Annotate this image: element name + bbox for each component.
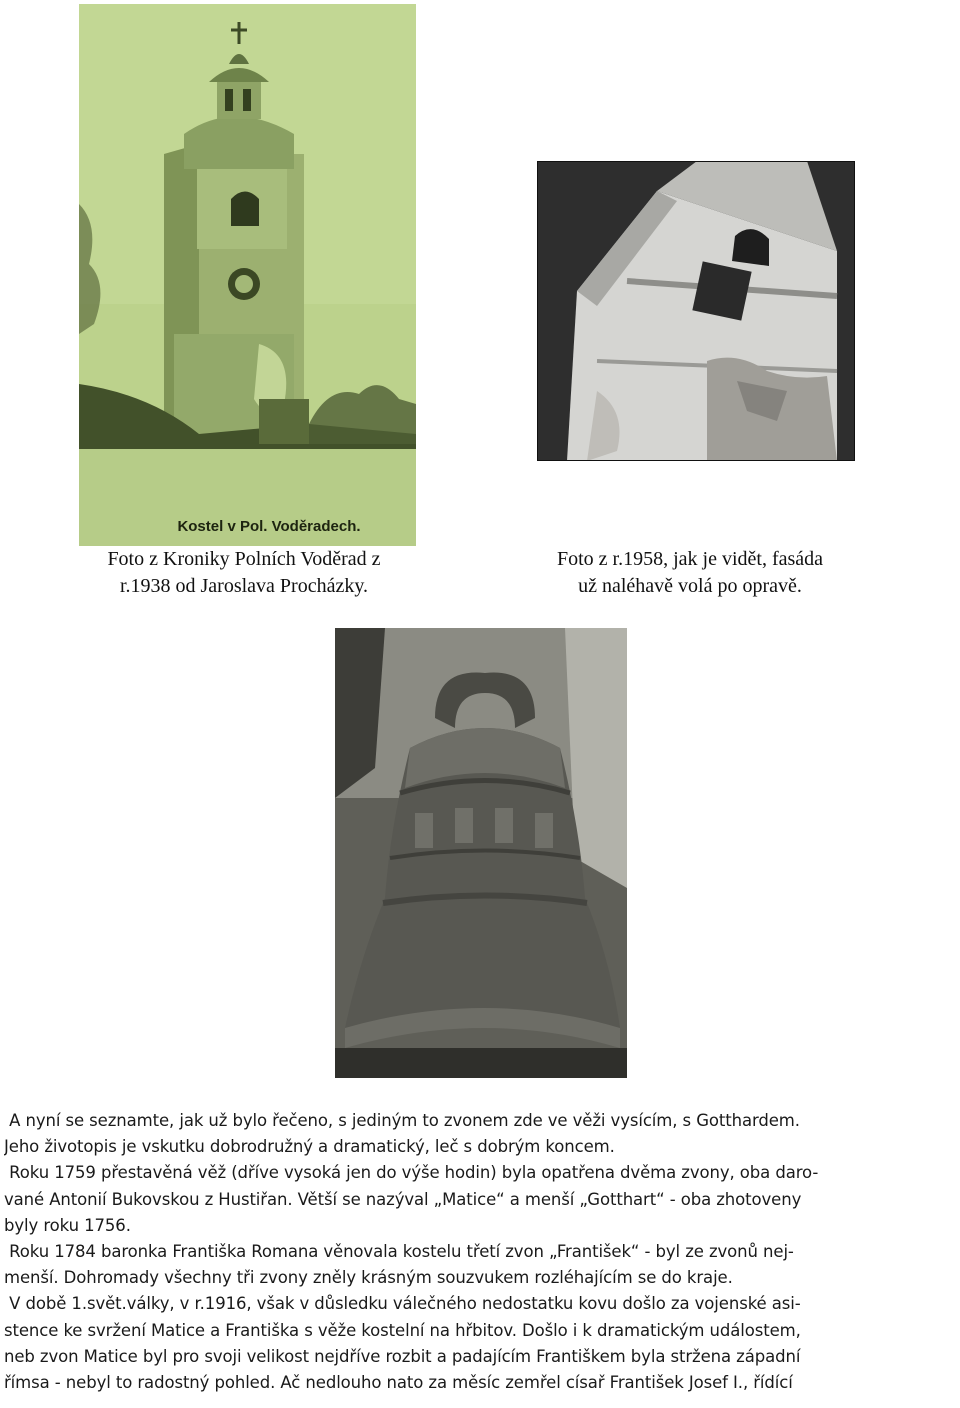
caption-line: r.1938 od Jaroslava Procházky. — [119, 575, 369, 597]
body-line: A nyní se seznamte, jak už bylo řečeno, s jediným to zvonem zde ve věži vysícím, s Gotthardem. — [4, 1111, 800, 1130]
body-line: Jeho životopis je vskutku dobrodružný a dramatický, leč s dobrým koncem. — [4, 1137, 615, 1157]
caption-line: už naléhavě volá po opravě. — [578, 575, 802, 597]
body-line: neb zvon Matice byl pro svoji velikost nejdříve rozbit a padajícím Františkem byla stržena západní — [4, 1346, 801, 1366]
caption-photo-1938 — [74, 546, 414, 600]
photo-bell — [335, 628, 627, 1078]
body-line: Roku 1759 přestavěná věž (dříve vysoká jen do výše hodin) byla opatřena dvěma zvony, oba daro- — [4, 1163, 819, 1183]
photo-tower-1958 — [537, 161, 855, 461]
body-line: V době 1.svět.války, v r.1916, však v důsledku válečného nedostatku kovu došlo za vojenské asi- — [4, 1294, 801, 1314]
body-line: menší. Dohromady všechny tři zvony zněly krásným souzvukem rozléhajícím se do kraje. — [4, 1268, 733, 1288]
caption-line: Foto z Kroniky Polních Voděrad z — [107, 548, 381, 570]
article-body — [4, 1108, 956, 1396]
body-line: římsa - nebyl to radostný pohled. Ač nedlouho nato za měsíc zemřel císař František Josef I., řídící — [4, 1372, 793, 1392]
caption-line: Foto z r.1958, jak je vidět, fasáda — [556, 548, 824, 570]
body-line: vané Antonií Bukovskou z Hustiřan. Větší se nazýval „Matice“ a menší „Gotthart“ - oba zhotoveny — [4, 1189, 802, 1209]
tower-illustration-1958 — [537, 161, 855, 461]
photo-inscription: Kostel v Pol. Voděradech. — [177, 518, 361, 535]
bell-illustration — [335, 628, 627, 1078]
body-line: stence ke svržení Matice a Františka s věže kostelní na hřbitov. Došlo i k dramatickým událostem, — [4, 1320, 801, 1340]
caption-photo-1958 — [520, 546, 860, 600]
photo-tower-1938 — [79, 4, 416, 546]
body-line: Roku 1784 baronka Františka Romana věnovala kostelu třetí zvon „František“ - byl ze zvonů nej- — [4, 1241, 794, 1261]
body-line: byly roku 1756. — [4, 1215, 131, 1235]
tower-illustration-1938 — [79, 4, 416, 546]
